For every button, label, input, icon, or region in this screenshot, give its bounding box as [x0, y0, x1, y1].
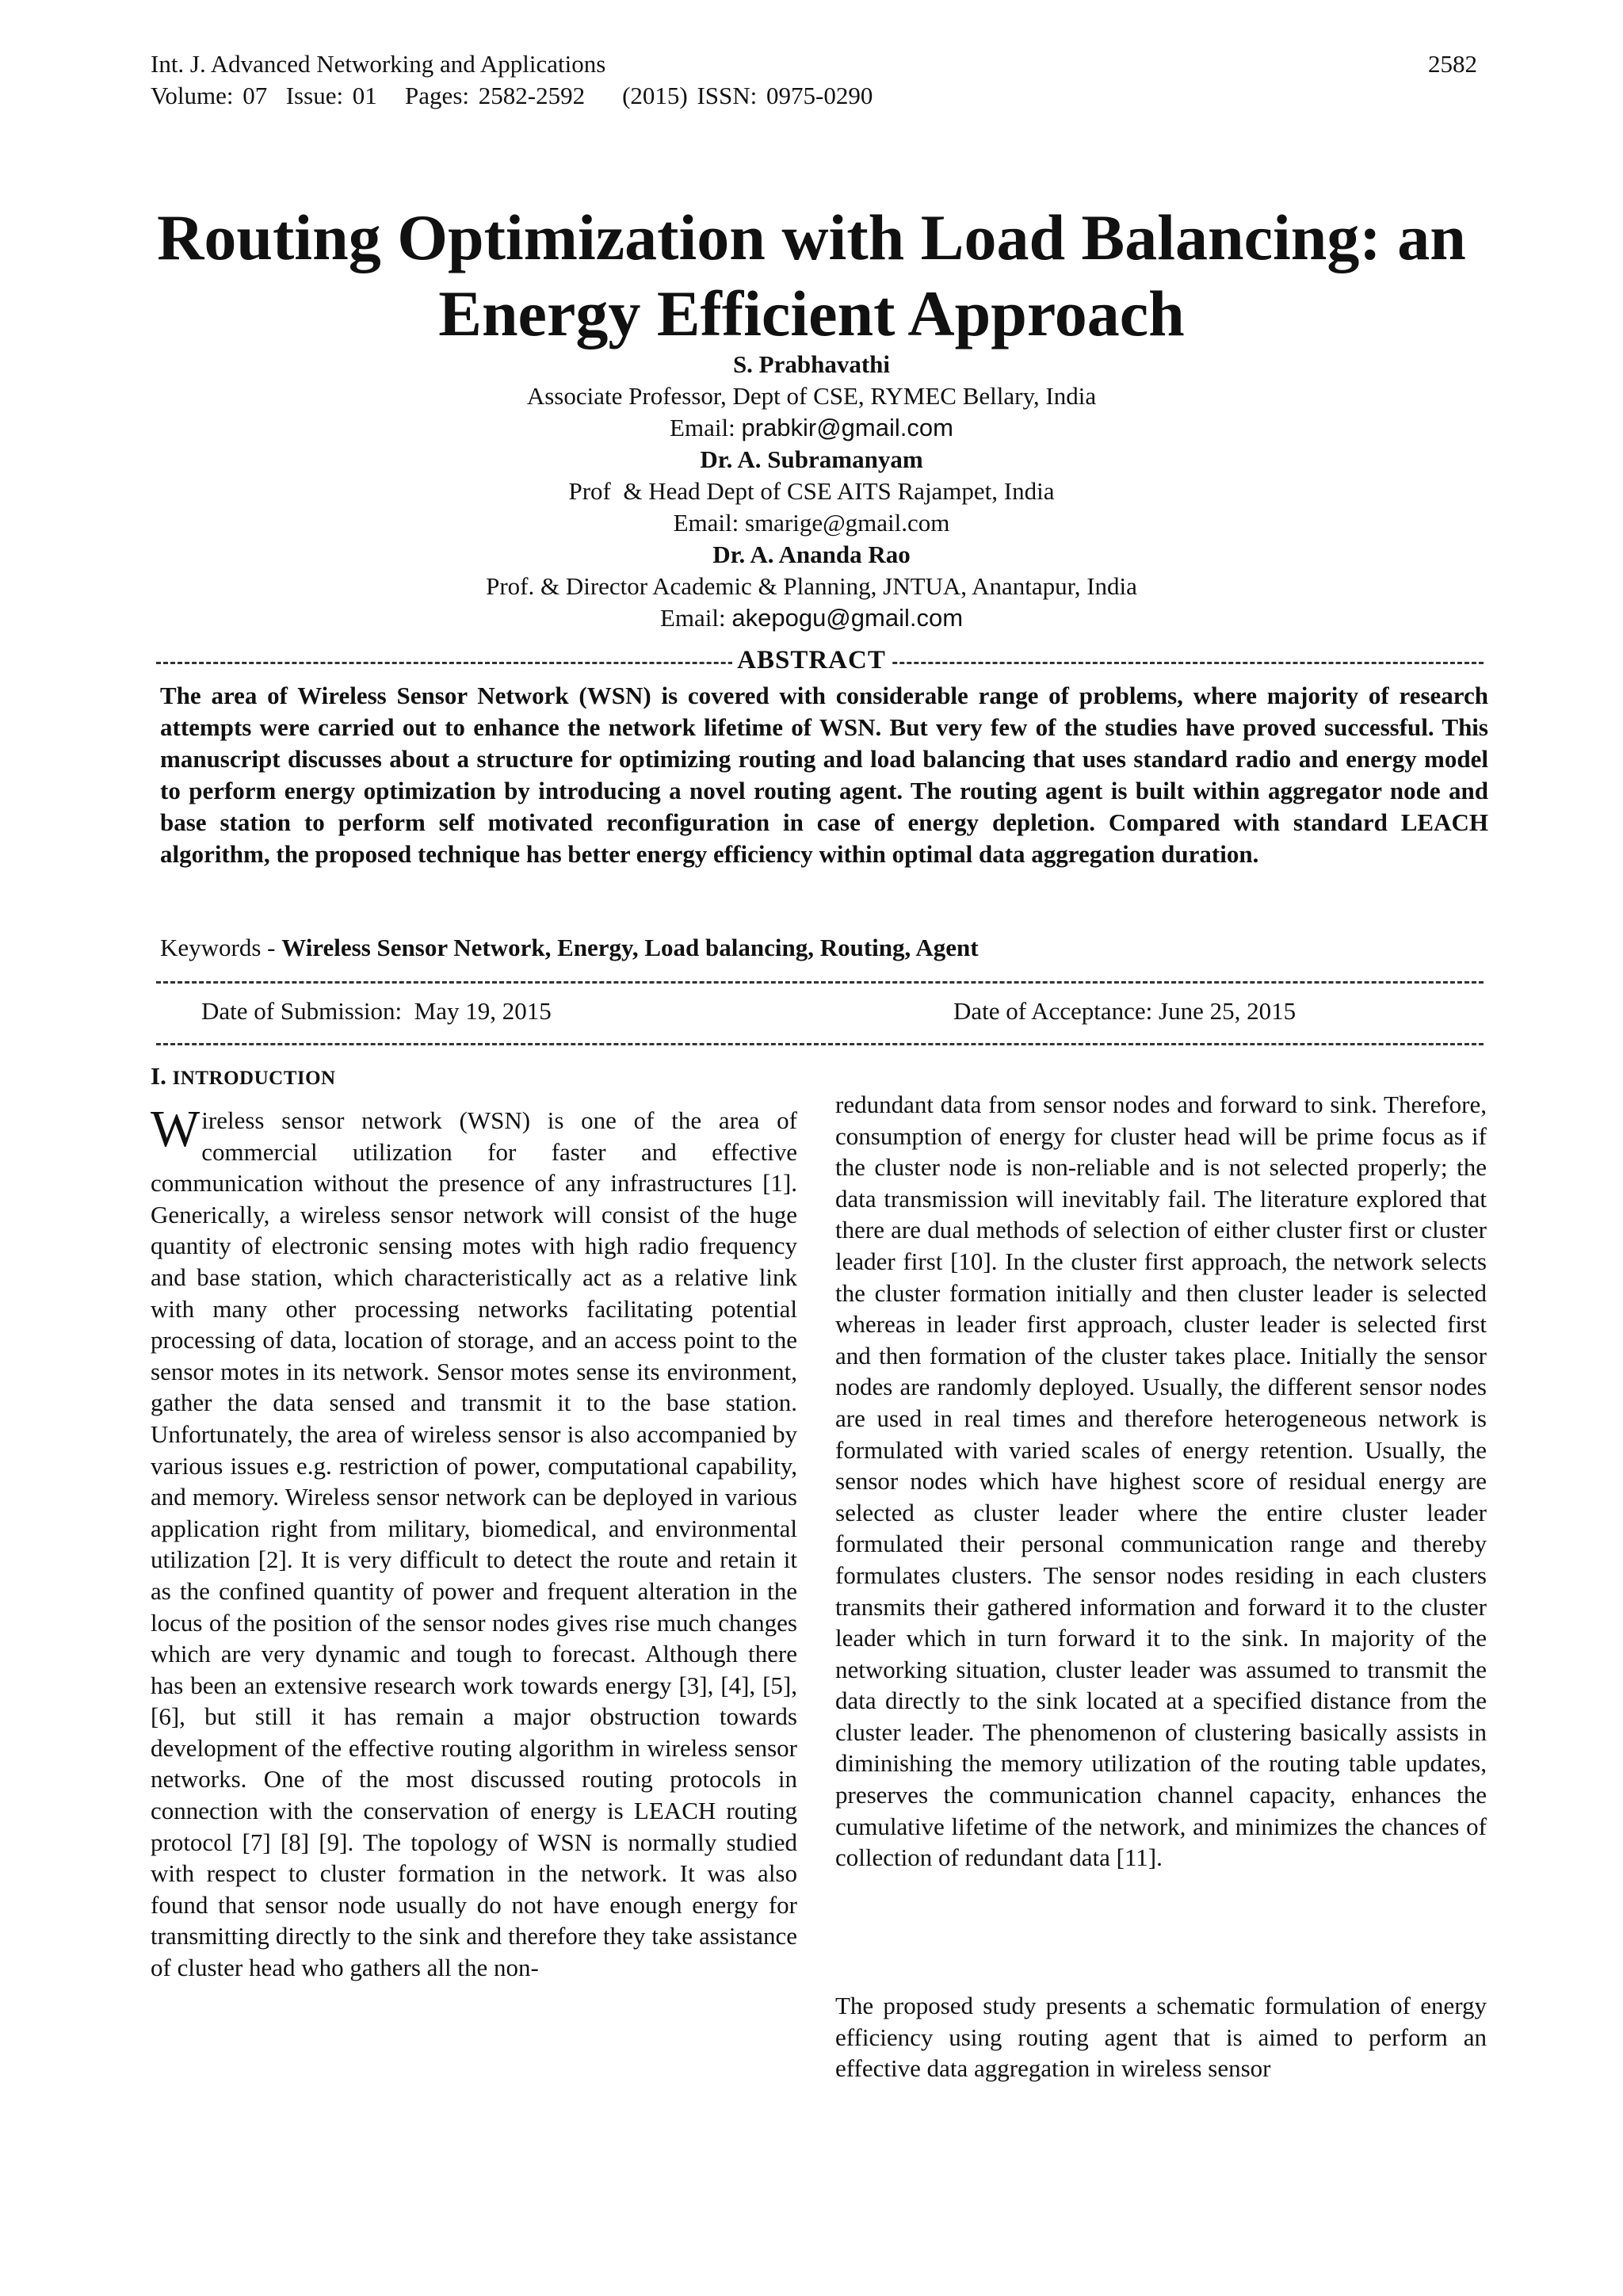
section-heading: I. INTRODUCTION [151, 1062, 336, 1090]
email-link[interactable]: prabkir@gmail.com [741, 414, 953, 441]
keywords-values: Wireless Sensor Network, Energy, Load balancing, Routing, Agent [281, 934, 979, 961]
submission-date: Date of Submission: May 19, 2015 [201, 997, 552, 1025]
intro-right-paragraph-2: The proposed study presents a schematic formulation of energy efficiency using routing agent that is aimed to perform an effective data aggregation in wireless sensor [835, 1992, 1487, 2083]
author-name: Dr. A. Subramanyam [700, 445, 923, 473]
keywords-label: Keywords - [160, 934, 282, 961]
drop-cap: W [151, 1100, 200, 1158]
paper-title: Routing Optimization with Load Balancing: an Energy Efficient Approach [157, 201, 1466, 350]
journal-name: Int. J. Advanced Networking and Applications [151, 50, 606, 78]
keywords-line [160, 932, 979, 964]
intro-left-column [151, 1100, 797, 1984]
author-email: Email: akepogu@gmail.com [659, 604, 964, 632]
divider [156, 981, 1484, 984]
volume-issue-info: Volume: 07 Issue: 01 Pages: 2582-2592 (2015) ISSN: 0975-0290 [151, 82, 873, 109]
intro-paragraph: ireless sensor network (WSN) is one of the area of commercial utilization for faster and effective communication without the presence of any infrastructures [1]. Generically, a wireless sensor network will consist of the huge quantity of electronic sensing motes with high radio frequency and base station, which characteristically act as a relative link with many other processing networks facilitating potential processing of data, location of storage, and an access point to the sensor motes in its network. Sensor motes sense its environment, gather the data sensed and transmit it to the base station. Unfortunately, the area of wireless sensor is also accompanied by various issues e.g. restriction of power, computational capability, and memory. Wireless sensor network can be deployed in various application right from military, biomedical, and environmental utilization [2]. It is very difficult to detect the route and retain it as the confined quantity of power and frequent alteration in the locus of the position of the sensor nodes gives rise much changes which are very dynamic and tough to forecast. Although there has been an extensive research work towards energy [3], [4], [5], [6], but still it has remain a major obstruction towards development of the effective routing algorithm in wireless sensor networks. One of the most discussed routing protocols in connection with the conservation of energy is LEACH routing protocol [7] [8] [9]. The topology of WSN is normally studied with respect to cluster formation in the network. It was also found that sensor node usually do not have enough energy for transmitting directly to the sink and therefore they take assistance of cluster head who gathers all the non- [151, 1106, 797, 1982]
abstract-heading: ABSTRACT [0, 646, 1623, 675]
email-link[interactable]: smarige@gmail.com [745, 509, 950, 537]
author-affiliation: Prof. & Director Academic & Planning, JNTUA, Anantapur, India [486, 572, 1137, 600]
author-affiliation: Associate Professor, Dept of CSE, RYMEC Bellary, India [526, 382, 1097, 410]
acceptance-date: Date of Acceptance: June 25, 2015 [953, 997, 1296, 1025]
intro-right-paragraph-1: redundant data from sensor nodes and forward to sink. Therefore, consumption of energy for cluster head will be prime focus as if the cluster node is non-reliable and is not selected properly; the data transmission will inevitably fail. The literature explored that there are dual methods of selection of either cluster first or cluster leader first [10]. In the cluster first approach, the network selects the cluster formation initially and then cluster leader is selected whereas in leader first approach, cluster leader is selected first and then formation of the cluster takes place. Initially the sensor nodes are randomly deployed. Usually, the different sensor nodes are used in real times and therefore heterogeneous network is formulated with varied scales of energy retention. Usually, the sensor nodes which have highest score of residual energy are selected as cluster leader where the entire cluster leader formulated their personal communication range and thereby formulates clusters. The sensor nodes residing in each clusters transmits their gathered information and forward it to the cluster leader which in turn forward it to the sink. In majority of the networking situation, cluster leader was assumed to transmit the data directly to the sink located at a specified distance from the cluster leader. The phenomenon of clustering basically assists in diminishing the memory utilization of the routing table updates, preserves the communication channel capacity, enhances the cumulative lifetime of the network, and minimizes the chances of collection of redundant data [11]. [835, 1091, 1487, 1872]
author-email: Email: prabkir@gmail.com [670, 414, 953, 441]
author-name: S. Prabhavathi [732, 350, 891, 378]
email-link[interactable]: akepogu@gmail.com [731, 604, 964, 632]
abstract-text: The area of Wireless Sensor Network (WSN) is covered with considerable range of problems, where majority of research attempts were carried out to enhance the network lifetime of WSN. But very few of the studies have proved successful. This manuscript discusses about a structure for optimizing routing and load balancing that uses standard radio and energy model to perform energy optimization by introducing a novel routing agent. The routing agent is built within aggregator node and base station to perform self motivated reconfiguration in case of energy depletion. Compared with standard LEACH algorithm, the proposed technique has better energy efficiency within optimal data aggregation duration. [160, 682, 1488, 868]
page-number: 2582 [1428, 50, 1477, 78]
author-block [119, 349, 1504, 634]
section-title: INTRODUCTION [172, 1068, 336, 1089]
author-email: Email: smarige@gmail.com [673, 509, 950, 537]
author-affiliation: Prof & Head Dept of CSE AITS Rajampet, India [568, 477, 1055, 505]
divider [156, 1043, 1484, 1045]
author-name: Dr. A. Ananda Rao [712, 541, 911, 568]
